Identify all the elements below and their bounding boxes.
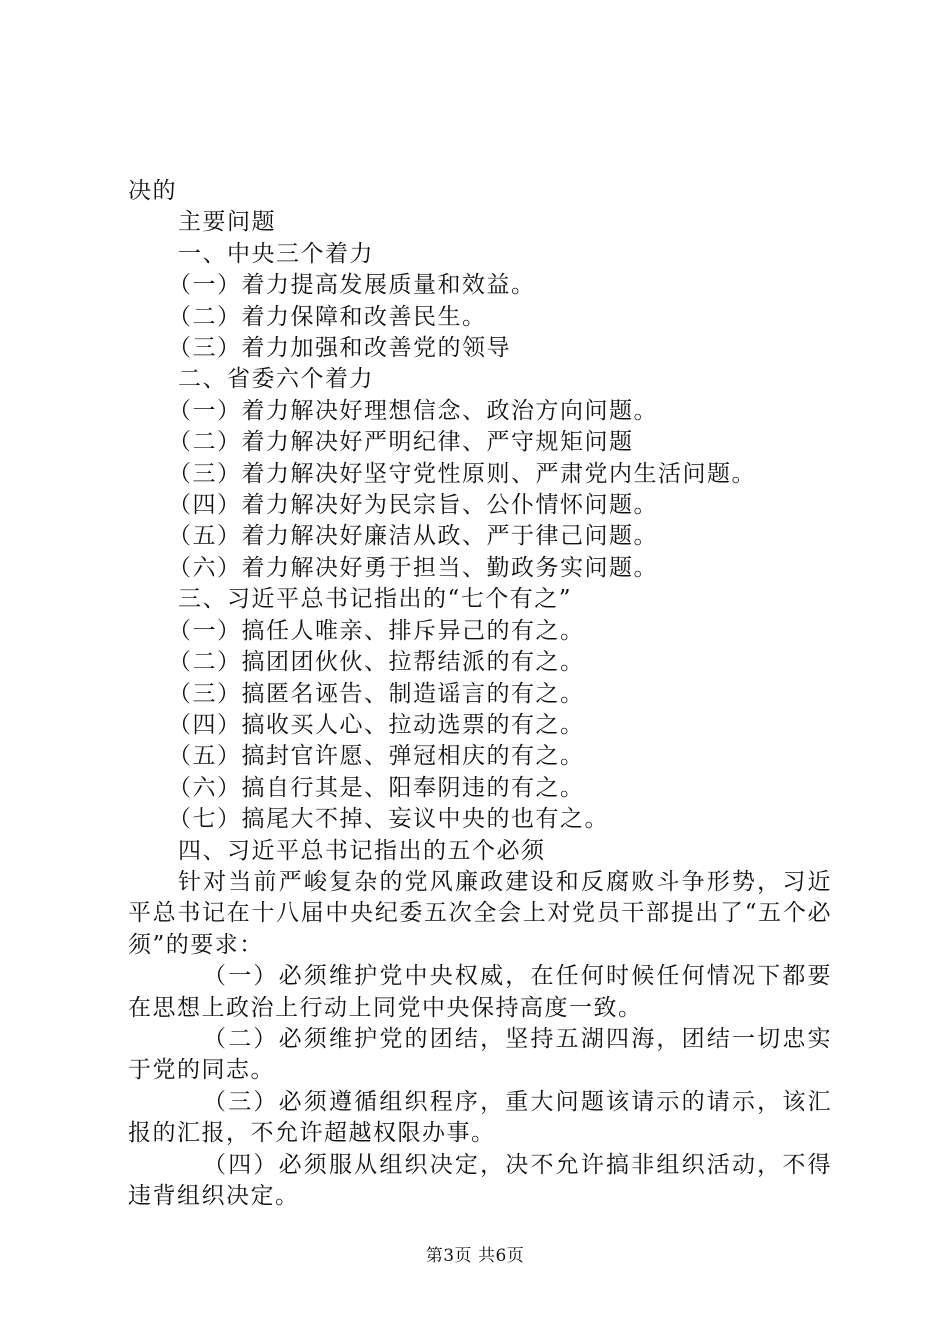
list-item: （五）搞封官许愿、弹冠相庆的有之。 [168, 743, 585, 770]
paragraph: （四）必须服从组织决定，决不允许搞非组织活动，不得违背组织决定。 [128, 1151, 832, 1209]
paragraph: （三）必须遵循组织程序，重大问题该请示的请示，该汇报的汇报，不允许超越权限办事。 [128, 1088, 832, 1147]
list-item: （三）着力加强和改善党的领导 [168, 335, 511, 362]
list-item: （二）搞团团伙伙、拉帮结派的有之。 [168, 649, 585, 676]
list-item: （三）着力解决好坚守党性原则、严肃党内生活问题。 [168, 460, 756, 487]
document-body [128, 176, 832, 1212]
section-heading-1: 一、中央三个着力 [178, 240, 374, 267]
list-item: （四）搞收买人心、拉动选票的有之。 [168, 711, 585, 738]
paragraph: 针对当前严峻复杂的党风廉政建设和反腐败斗争形势，习近平总书记在十八届中央纪委五次全会上对党员干部提出了“五个必须”的要求： [128, 868, 832, 958]
section-heading-3: 三、习近平总书记指出的“七个有之” [178, 586, 573, 613]
list-item: （六）着力解决好勇于担当、勤政务实问题。 [168, 554, 658, 581]
list-item: （六）搞自行其是、阳奉阴违的有之。 [168, 774, 585, 801]
list-item: （七）搞尾大不掉、妄议中央的也有之。 [168, 806, 609, 833]
page-number: 第3页 共6页 [425, 1246, 525, 1266]
paragraph: （二）必须维护党的团结，坚持五湖四海，团结一切忠实于党的同志。 [128, 1025, 832, 1084]
list-item: （一）着力提高发展质量和效益。 [168, 272, 536, 299]
list-item: （五）着力解决好廉洁从政、严于律己问题。 [168, 523, 658, 550]
text-line: 决的 [128, 178, 177, 204]
section-heading-4: 四、习近平总书记指出的五个必须 [178, 837, 546, 864]
list-item: （二）着力保障和改善民生。 [168, 303, 487, 330]
section-heading-2: 二、省委六个着力 [178, 366, 374, 393]
list-item: （一）搞任人唯亲、排斥异己的有之。 [168, 617, 585, 644]
page-footer [0, 1241, 950, 1266]
list-item: （四）着力解决好为民宗旨、公仆情怀问题。 [168, 492, 658, 519]
list-item: （一）着力解决好理想信念、政治方向问题。 [168, 397, 658, 424]
heading-main-problems: 主要问题 [178, 209, 276, 236]
list-item: （三）搞匿名诬告、制造谣言的有之。 [168, 680, 585, 707]
paragraph: （一）必须维护党中央权威，在任何时候任何情况下都要在思想上政治上行动上同党中央保持高度一致。 [128, 963, 832, 1021]
list-item: （二）着力解决好严明纪律、严守规矩问题 [168, 429, 634, 456]
